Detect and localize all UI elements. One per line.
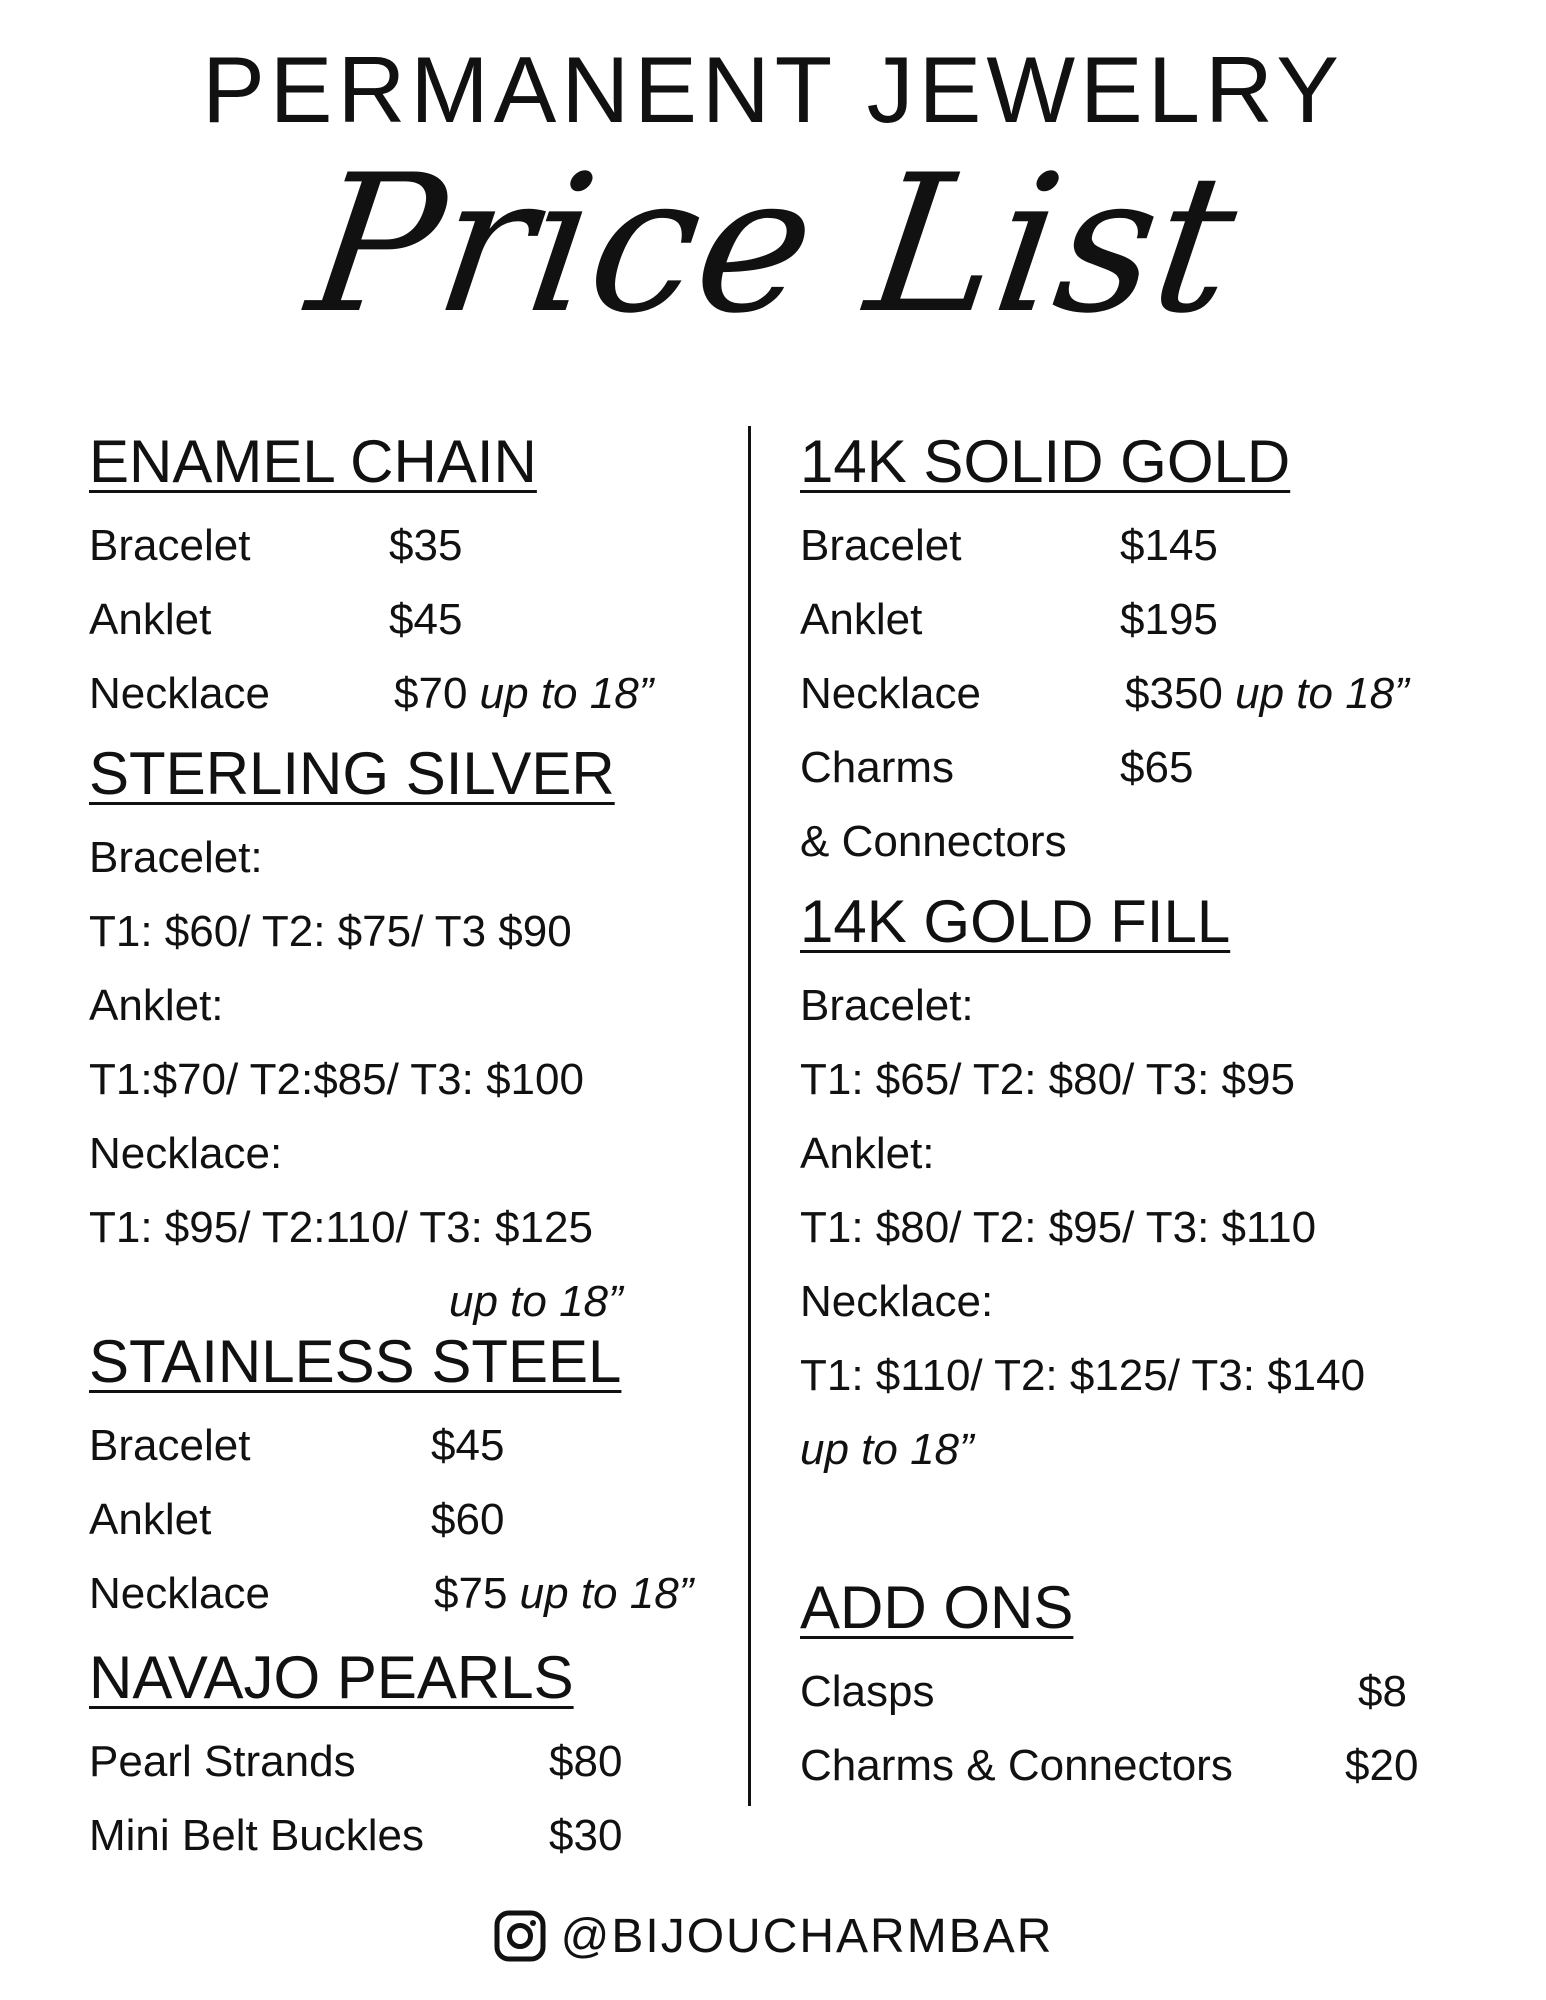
price-row	[89, 657, 739, 731]
instagram-icon[interactable]	[493, 1909, 547, 1963]
item-price: $8	[1358, 1667, 1407, 1716]
item-price: $350	[1125, 669, 1223, 718]
item-price: $20	[1345, 1741, 1419, 1790]
tier-line: T1: $95/ T2:110/ T3: $125	[89, 1203, 593, 1252]
tier-line: T1: $80/ T2: $95/ T3: $110	[800, 1203, 1317, 1252]
price-row	[89, 1725, 739, 1799]
section-heading: STERLING SILVER	[89, 740, 615, 807]
price-row	[89, 583, 739, 657]
length-note: up to 18”	[449, 1277, 623, 1326]
item-price: $45	[389, 595, 463, 644]
item-price: $60	[431, 1495, 505, 1544]
section-heading: ADD ONS	[800, 1574, 1074, 1641]
price-row	[800, 657, 1500, 731]
price-row	[89, 1557, 739, 1631]
item-name: Bracelet	[89, 521, 251, 570]
item-price: $80	[549, 1737, 623, 1786]
item-name-continued: & Connectors	[800, 817, 1067, 866]
tier-line: Bracelet:	[89, 833, 263, 882]
item-price: $70	[394, 669, 468, 718]
item-name: Anklet	[89, 595, 212, 644]
item-name: Anklet	[800, 595, 923, 644]
section-heading: ENAMEL CHAIN	[89, 428, 537, 495]
item-price: $65	[1120, 743, 1194, 792]
item-name: Mini Belt Buckles	[89, 1811, 425, 1860]
tier-line: T1: $110/ T2: $125/ T3: $140	[800, 1351, 1366, 1400]
tier-line: T1: $60/ T2: $75/ T3 $90	[89, 907, 572, 956]
instagram-handle[interactable]: @BIJOUCHARMBAR	[560, 1909, 1054, 1963]
length-note: up to 18”	[519, 1569, 694, 1618]
price-row	[89, 1409, 739, 1483]
length-note: up to 18”	[800, 1425, 974, 1474]
section-enamel-chain	[89, 425, 739, 731]
section-14k-gold-fill	[800, 885, 1500, 1487]
price-row	[89, 509, 739, 583]
item-price: $30	[549, 1811, 623, 1860]
item-name: Necklace	[800, 669, 981, 718]
price-row	[800, 1655, 1500, 1729]
right-column	[800, 425, 1500, 1803]
section-add-ons	[800, 1571, 1500, 1803]
social-footer	[0, 1900, 1546, 1972]
item-price: $35	[389, 521, 463, 570]
tier-line: Necklace:	[800, 1277, 994, 1326]
item-price: $145	[1120, 521, 1218, 570]
price-row	[89, 1483, 739, 1557]
item-name: Pearl Strands	[89, 1737, 356, 1786]
section-sterling-silver	[89, 737, 739, 1339]
column-divider	[748, 426, 751, 1806]
length-note: up to 18”	[479, 669, 654, 718]
tier-line: T1: $65/ T2: $80/ T3: $95	[800, 1055, 1295, 1104]
item-price: $75	[434, 1569, 508, 1618]
script-subtitle: Price List	[297, 134, 1249, 355]
length-note: up to 18”	[1235, 669, 1409, 718]
section-14k-solid-gold	[800, 425, 1500, 879]
price-row	[800, 583, 1500, 657]
section-heading: 14K GOLD FILL	[800, 888, 1231, 955]
price-row	[800, 1729, 1500, 1803]
tier-line: Necklace:	[89, 1129, 283, 1178]
section-heading: STAINLESS STEEL	[89, 1328, 622, 1395]
item-name: Charms	[800, 743, 955, 792]
section-heading: 14K SOLID GOLD	[800, 428, 1291, 495]
section-heading: NAVAJO PEARLS	[89, 1644, 574, 1711]
item-name: Necklace	[89, 1569, 270, 1618]
price-row	[800, 509, 1500, 583]
left-column	[89, 425, 739, 1873]
item-name: Charms & Connectors	[800, 1741, 1233, 1790]
item-name: Clasps	[800, 1667, 935, 1716]
tier-line: Anklet:	[800, 1129, 935, 1178]
section-stainless-steel	[89, 1325, 739, 1631]
tier-line: Anklet:	[89, 981, 224, 1030]
page-title: PERMANENT JEWELRY	[202, 37, 1344, 142]
item-name: Anklet	[89, 1495, 212, 1544]
price-row	[800, 731, 1500, 805]
section-navajo-pearls	[89, 1641, 739, 1873]
item-price: $45	[431, 1421, 505, 1470]
item-price: $195	[1120, 595, 1218, 644]
tier-line: Bracelet:	[800, 981, 974, 1030]
item-name: Necklace	[89, 669, 270, 718]
price-row	[89, 1799, 739, 1873]
tier-line: T1:$70/ T2:$85/ T3: $100	[89, 1055, 584, 1104]
item-name: Bracelet	[89, 1421, 251, 1470]
item-name: Bracelet	[800, 521, 962, 570]
